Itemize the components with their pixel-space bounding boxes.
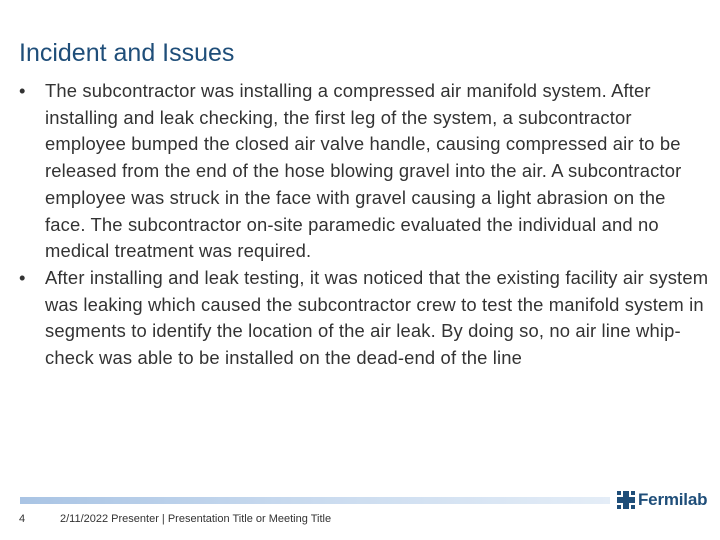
footer-text: 2/11/2022 Presenter | Presentation Title or Meeting Title	[60, 513, 332, 525]
bullet-marker: •	[19, 266, 26, 288]
bullet-text: After installing and leak testing, it was noticed that the existing facility air system was leaking which caused the subcontractor crew to test the manifold system in segments to identify the location of the air leak. By doing so, no air line whip-check was able to be installed on the dead-end of the line	[45, 266, 709, 369]
bullet-text: The subcontractor was installing a compressed air manifold system. After installing and leak checking, the first leg of the system, a subcontractor employee bumped the closed air valve handle, causing compressed air to be released from the end of the hose blowing gravel into the air. A subcontractor employee was struck in the face with gravel causing a light abrasion on the face. The subcontractor on-site paramedic evaluated the individual and no medical treatment was required.	[45, 80, 682, 262]
page-number: 4	[19, 513, 26, 525]
fermilab-logo	[617, 489, 707, 511]
bullet-list	[19, 78, 709, 372]
bullet-marker: •	[19, 80, 26, 101]
bullet-item	[19, 78, 709, 265]
slide-title: Incident and Issues	[19, 38, 235, 67]
logo-text: Fermilab	[638, 490, 708, 509]
bullet-item	[19, 265, 709, 372]
footer-bar	[20, 497, 610, 504]
fermilab-logo-icon	[617, 491, 635, 509]
